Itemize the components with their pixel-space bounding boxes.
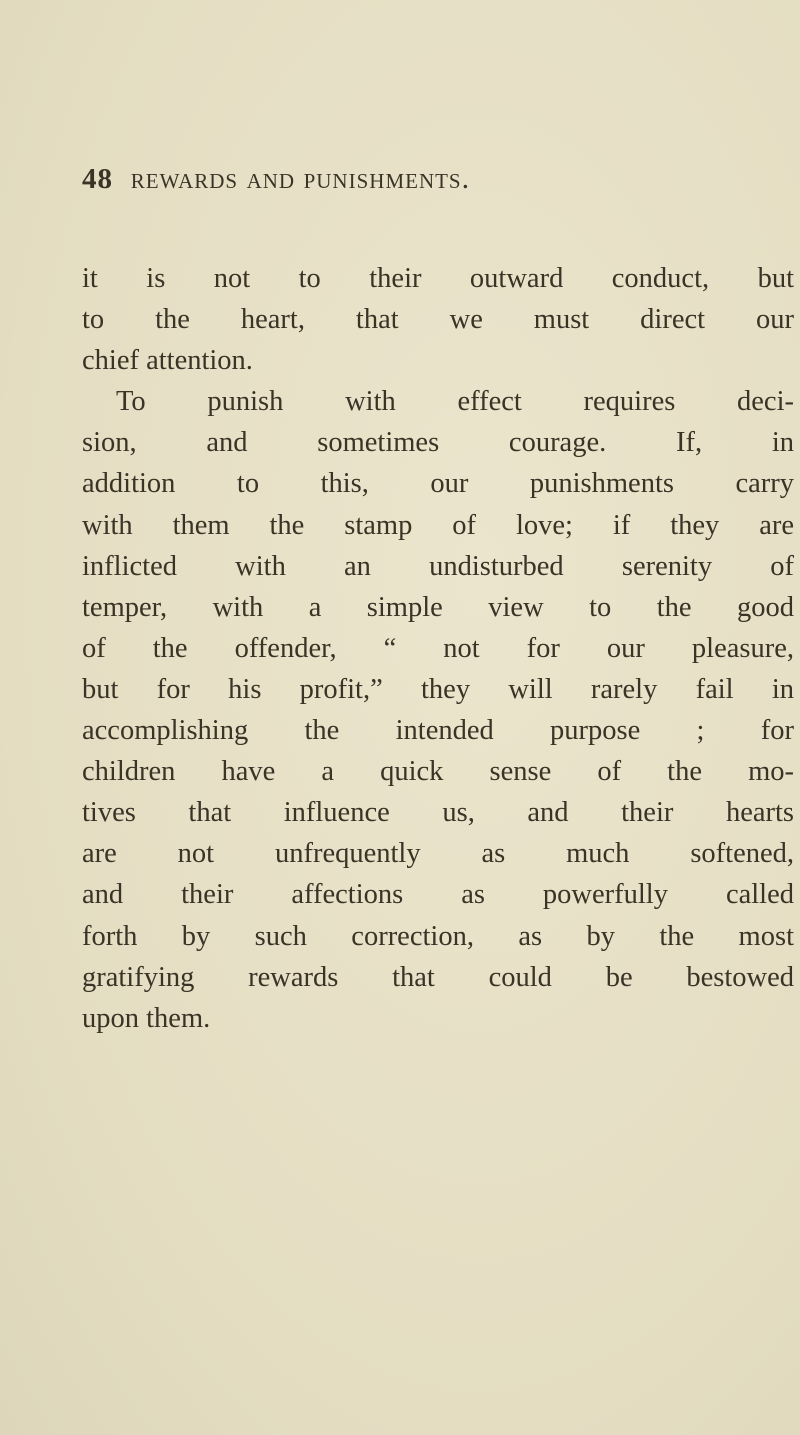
text-line: sion, and sometimes courage. If, in [82,427,794,459]
text-line: of the offender, “ not for our pleasure, [82,632,794,664]
text-line: inflicted with an undisturbed serenity of [82,550,794,582]
text-line: temper, with a simple view to the good [82,591,794,623]
text-line: forth by such correction, as by the most [82,920,794,952]
text-line: upon them. [82,1002,211,1034]
running-header [82,162,470,196]
text-line: children have a quick sense of the mo- [82,756,794,788]
text-line: with them the stamp of love; if they are [82,509,794,541]
text-line: gratifying rewards that could be bestowed [82,961,794,993]
text-line: tives that influence us, and their hearts [82,797,794,829]
text-line: but for his profit,” they will rarely fail in [82,673,794,705]
text-line: it is not to their outward conduct, but [82,263,794,294]
running-title: rewards and punishments. [130,162,471,195]
text-line: accomplishing the intended purpose ; for [82,715,794,747]
text-line: To punish with effect requires deci- [116,386,794,418]
body-text [82,258,794,1039]
text-line: chief attention. [82,345,253,377]
text-line: are not unfrequently as much softened, [82,838,794,870]
page-number: 48 [82,163,113,195]
text-line: addition to this, our punishments carry [82,468,794,500]
text-line: and their affections as powerfully called [82,879,794,911]
text-line: to the heart, that we must direct our [82,304,794,336]
